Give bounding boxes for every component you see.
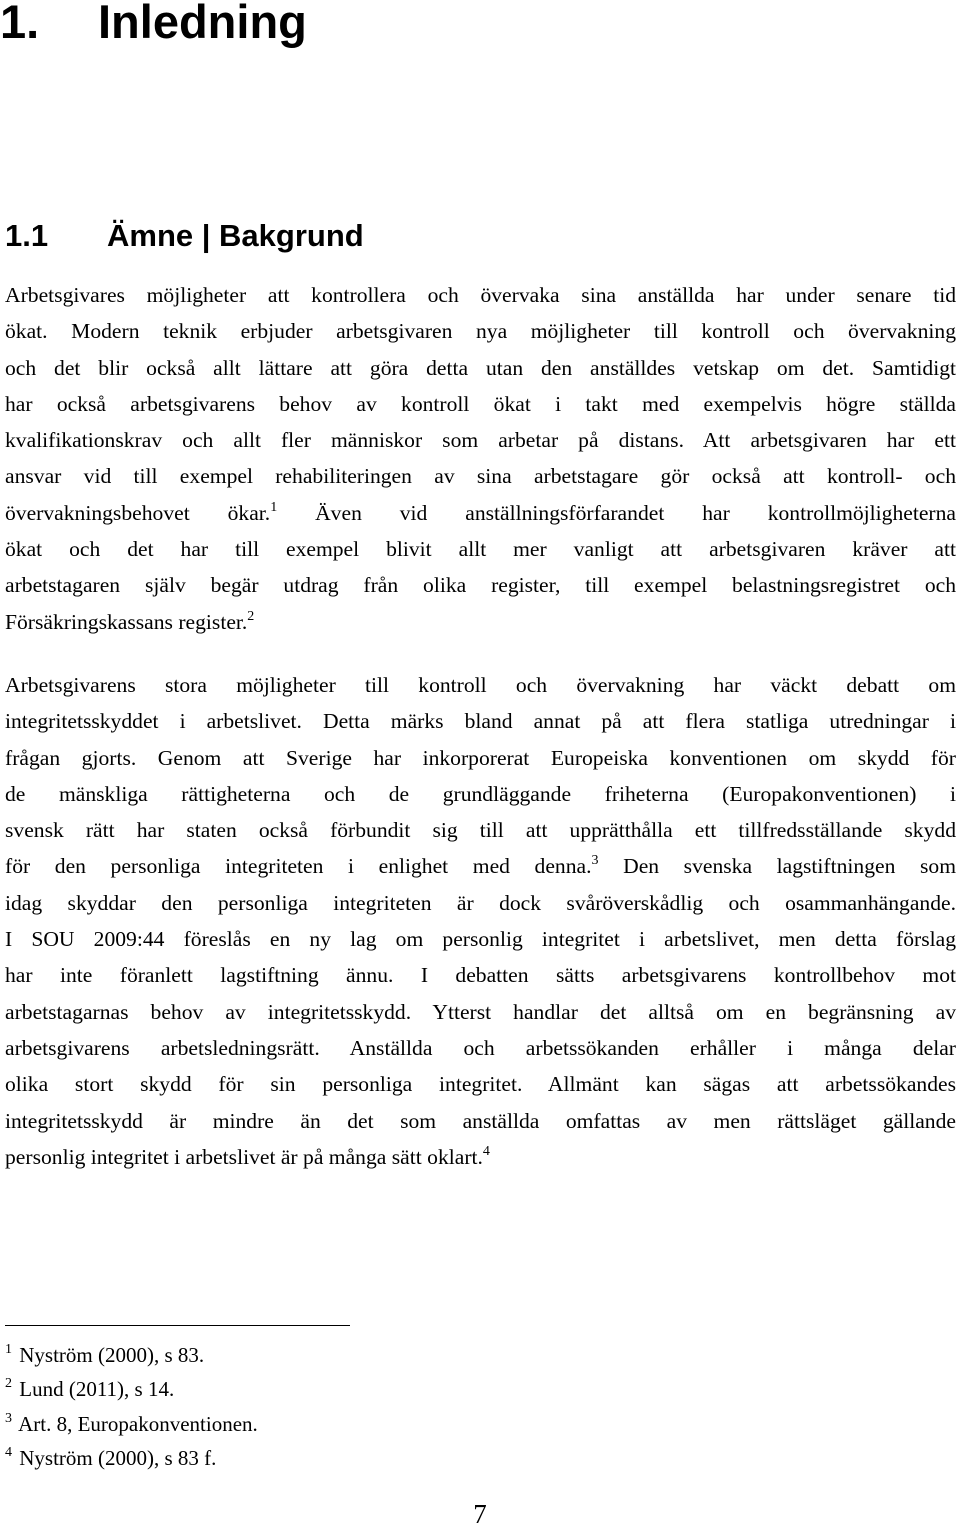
text-line: arbetsgivarens arbetsledningsrätt. Anställda och arbetssökanden erhåller i många delar bbox=[5, 1035, 956, 1060]
footnote-4 bbox=[5, 1441, 258, 1475]
text-line: Arbetsgivarens stora möjligheter till kontroll och övervakning har väckt debatt om bbox=[5, 673, 956, 697]
text-line: integritetsskydd är mindre än det som anställda omfattas av men rättsläget gällande bbox=[5, 1108, 956, 1133]
section-title: Ämne | Bakgrund bbox=[107, 218, 364, 253]
footnote-reference-3[interactable]: 3 bbox=[591, 853, 599, 869]
chapter-number: 1. bbox=[0, 0, 40, 48]
footnote-3 bbox=[5, 1407, 258, 1441]
footnote-separator bbox=[5, 1325, 350, 1326]
text-fragment: för den personliga integriteten i enlighet med denna. bbox=[5, 854, 592, 879]
text-line: de mänskliga rättigheterna och de grundläggande friheterna (Europakonventionen) i bbox=[5, 781, 956, 806]
footnote-marker: 4 bbox=[5, 1444, 12, 1460]
text-line: arbetstagaren själv begär utdrag från olika register, till exempel belastningsregistret och bbox=[5, 573, 956, 598]
footnote-marker: 2 bbox=[5, 1376, 12, 1392]
page-number: 7 bbox=[473, 1499, 487, 1529]
text-line: arbetstagarnas behov av integritetsskydd. Ytterst handlar det alltså om en begränsning av bbox=[5, 999, 956, 1024]
text-line: ansvar vid till exempel rehabiliteringen av sina arbetstagare gör också att kontroll- och bbox=[5, 464, 956, 489]
text-line: integritetsskyddet i arbetslivet. Detta märks bland annat på att flera statliga utredningar i bbox=[5, 709, 956, 734]
footnote-list bbox=[5, 1338, 258, 1475]
section-number: 1.1 bbox=[5, 218, 49, 253]
text-fragment: Den svenska lagstiftningen som bbox=[598, 854, 956, 879]
paragraph-debate bbox=[5, 667, 956, 1175]
text-line: ökat och det har till exempel blivit allt mer vanligt att arbetsgivaren kräver att bbox=[5, 537, 956, 562]
text-line bbox=[5, 848, 956, 884]
text-fragment: Försäkringskassans register. bbox=[5, 609, 248, 634]
text-line: olika stort skydd för sin personliga integritet. Allmänt kan sägas att arbetssökandes bbox=[5, 1072, 956, 1097]
footnote-text: Art. 8, Europakonventionen. bbox=[14, 1411, 258, 1436]
footnote-reference-1[interactable]: 1 bbox=[270, 499, 278, 515]
footnote-2 bbox=[5, 1372, 258, 1406]
text-line bbox=[5, 604, 956, 640]
text-line: Arbetsgivares möjligheter att kontrollera och övervaka sina anställda har under senare tid bbox=[5, 283, 956, 307]
footnote-text: Nyström (2000), s 83. bbox=[14, 1343, 205, 1367]
text-line: kvalifikationskrav och allt fler människor som arbetar på distans. Att arbetsgivaren har ett bbox=[5, 428, 956, 453]
text-fragment: övervakningsbehovet ökar. bbox=[5, 500, 271, 525]
section-heading bbox=[5, 216, 364, 256]
text-fragment: Även vid anställningsförfarandet har kontrollmöjligheterna bbox=[277, 500, 956, 525]
text-line: frågan gjorts. Genom att Sverige har inkorporerat Europeiska konventionen om skydd för bbox=[5, 745, 956, 770]
paragraph-background bbox=[5, 277, 956, 640]
text-line bbox=[5, 495, 956, 531]
footnote-reference-4[interactable]: 4 bbox=[482, 1143, 490, 1159]
footnote-text: Nyström (2000), s 83 f. bbox=[14, 1445, 217, 1470]
text-line: har inte föranlett lagstiftning ännu. I debatten sätts arbetsgivarens kontrollbehov mot bbox=[5, 963, 956, 988]
text-line: I SOU 2009:44 föreslås en ny lag om personlig integritet i arbetslivet, men detta förslag bbox=[5, 927, 956, 952]
text-line: idag skyddar den personliga integriteten är dock svåröverskådlig och osammanhängande. bbox=[5, 890, 956, 915]
footnote-reference-2[interactable]: 2 bbox=[247, 608, 255, 624]
chapter-title: Inledning bbox=[98, 0, 307, 48]
text-line bbox=[5, 1139, 956, 1175]
text-line: ökat. Modern teknik erbjuder arbetsgivaren nya möjligheter till kontroll och övervakning bbox=[5, 319, 956, 344]
text-line: och det blir också allt lättare att göra detta utan den anställdes vetskap om det. Samtidigt bbox=[5, 355, 956, 380]
text-line: svensk rätt har staten också förbundit sig till att upprätthålla ett tillfredsställande skydd bbox=[5, 818, 956, 843]
footnote-1 bbox=[5, 1338, 258, 1372]
text-fragment: personlig integritet i arbetslivet är på många sätt oklart. bbox=[5, 1144, 483, 1169]
footnote-text: Lund (2011), s 14. bbox=[14, 1377, 175, 1402]
text-line: har också arbetsgivarens behov av kontroll ökat i takt med exempelvis högre ställda bbox=[5, 391, 956, 416]
chapter-heading bbox=[0, 0, 307, 50]
footnote-marker: 1 bbox=[5, 1342, 12, 1357]
footnote-marker: 3 bbox=[5, 1410, 12, 1426]
